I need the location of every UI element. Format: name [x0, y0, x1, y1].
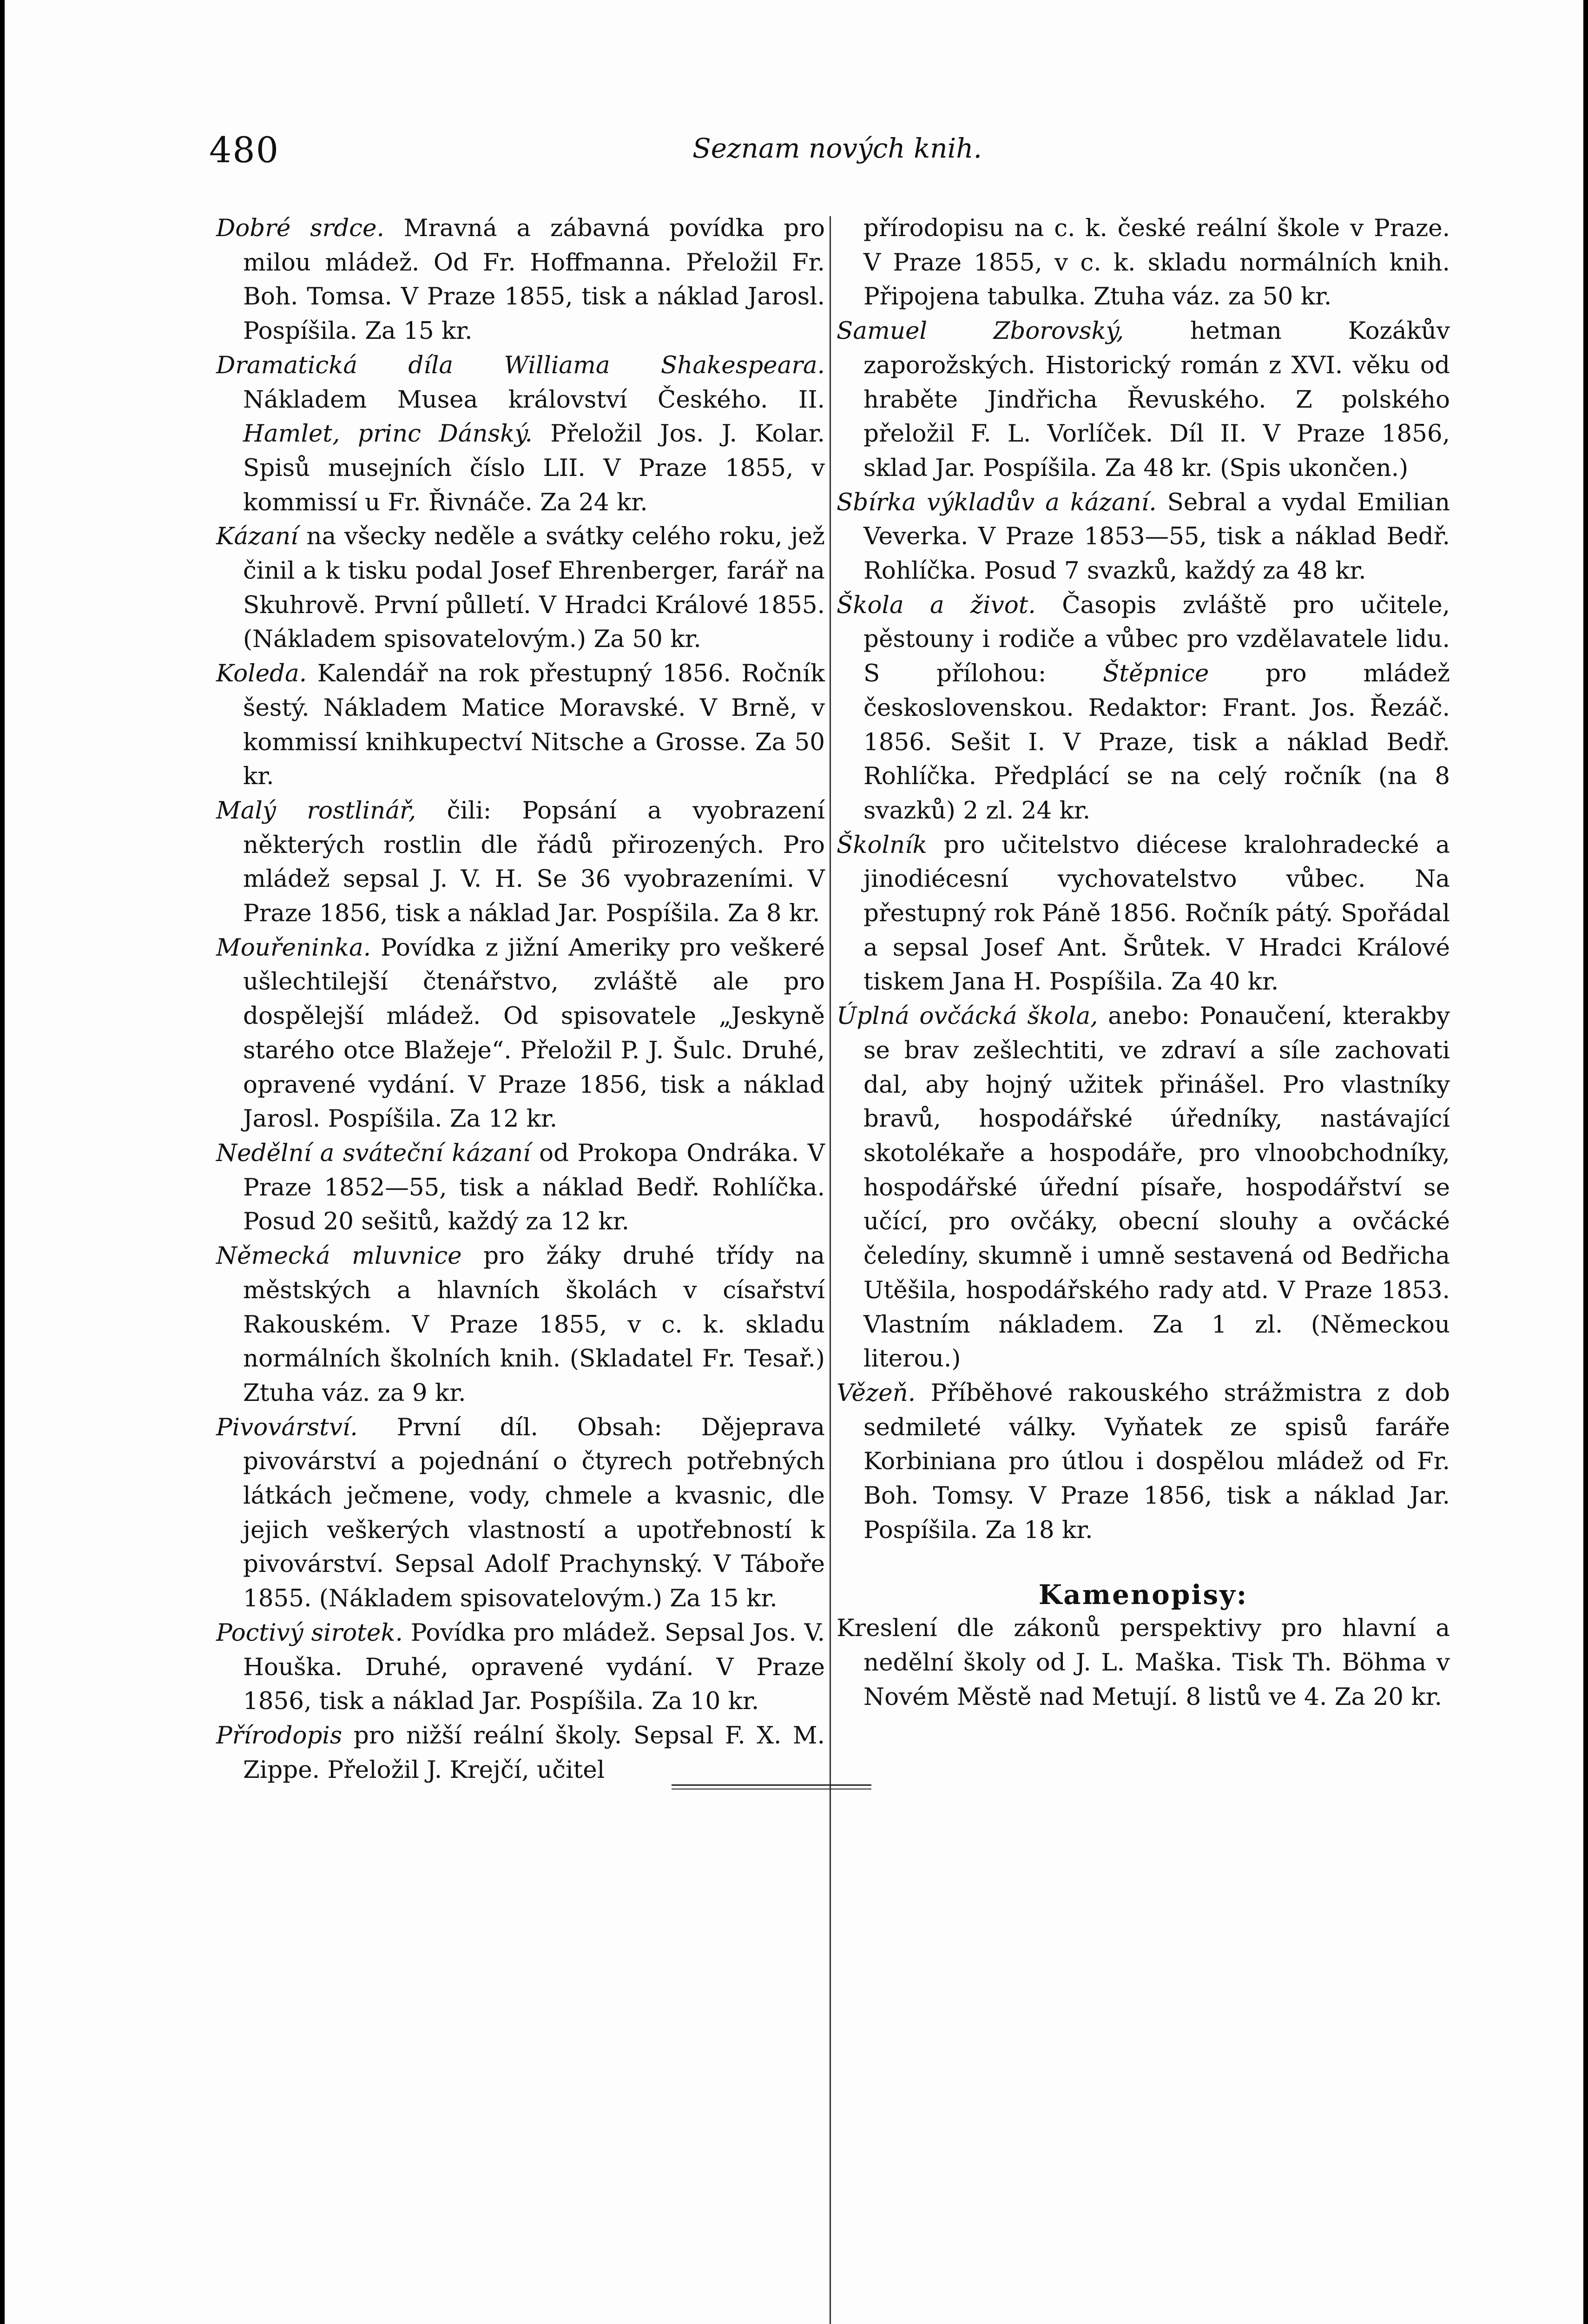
entry-title: Nedělní a sváteční kázaní	[216, 1139, 531, 1167]
book-entry	[837, 486, 1450, 588]
book-entry	[216, 211, 825, 349]
entry-body: Kreslení dle zákonů perspektivy pro hlavní a nedělní školy od J. L. Maška. Tisk Th. Böhma v Novém Městě nad Metují. 8 listů ve 4. Za 20 kr.	[837, 1614, 1450, 1711]
right-column	[837, 211, 1450, 1715]
book-entry	[837, 999, 1450, 1376]
entry-body: pro žáky druhé třídy na městských a hlavních školách v císařství Rakouském. V Praze 1855, v c. k. skladu normálních školních knih. (Skladatel Fr. Tesař.) Ztuha váz. za 9 kr.	[243, 1242, 825, 1407]
entry-body: pro mládež československou. Redaktor: Frant. Jos. Řezáč. 1856. Sešit I. V Praze, tisk a náklad Bedř. Rohlíčka. Předplácí se na celý ročník (na 8 svazků) 2 zl. 24 kr.	[863, 660, 1450, 825]
entry-body: přírodopisu na c. k. české reální škole v Praze. V Praze 1855, v c. k. skladu normálních knih. Připojena tabulka. Ztuha váz. za 50 kr.	[863, 214, 1450, 311]
book-entry	[837, 211, 1450, 314]
entry-title: Dramatická díla Williama Shakespeara.	[216, 351, 825, 379]
entry-title: Malý rostlinář,	[216, 796, 416, 825]
entry-title: Sbírka výkladův a kázaní.	[837, 488, 1157, 516]
entry-body: anebo: Ponaučení, kterakby se brav zešlechtiti, ve zdraví a síle zachovati dal, aby hojný užitek přinášel. Pro vlastníky bravů, hospodářské úředníky, nastávající skotolékaře a hospodáře, pro vlnoobchodníky, hospodářské úřední písaře, hospodářství se učící, pro ovčáky, obecní slouhy a ovčácké čeledíny, skumně i umně sestavená od Bedřicha Utěšila, hospodářského rady atd. V Praze 1853. Vlastním nákladem. Za 1 zl. (Německou literou.)	[863, 1002, 1450, 1373]
book-entry	[216, 1136, 825, 1239]
entry-body: Mravná a zábavná povídka pro milou mládež. Od Fr. Hoffmanna. Přeložil Fr. Boh. Tomsa. V Praze 1855, tisk a náklad Jarosl. Pospíšila. Za 15 kr.	[243, 214, 825, 345]
entry-body: na všecky neděle a svátky celého roku, jež činil a k tisku podal Josef Ehrenberger, farář na Skuhrově. První půlletí. V Hradci Králové 1855. (Nákladem spisovatelovým.) Za 50 kr.	[243, 522, 825, 654]
book-entry	[837, 314, 1450, 486]
entry-title: Škola a život.	[837, 591, 1036, 619]
entry-body: Kalendář na rok přestupný 1856. Ročník šestý. Nákladem Matice Moravské. V Brně, v kommissí knihkupectví Nitsche a Grosse. Za 50 kr.	[243, 660, 825, 791]
entry-body: od Prokopa Ondráka. V Praze 1852—55, tisk a náklad Bedř. Rohlíčka. Posud 20 sešitů, každý za 12 kr.	[243, 1139, 825, 1236]
left-column	[216, 211, 825, 1787]
book-entry	[837, 588, 1450, 828]
book-entry	[837, 1376, 1450, 1548]
book-entry	[837, 1611, 1450, 1714]
page-number: 480	[209, 129, 280, 171]
entry-body: Povídka z jižní Ameriky pro veškeré ušlechtilejší čtenářstvo, zvláště ale pro dospělejší mládež. Od spisovatele „Jeskyně starého otce Blažeje“. Přeložil P. J. Šulc. Druhé, opravené vydání. V Praze 1856, tisk a náklad Jarosl. Pospíšila. Za 12 kr.	[243, 933, 825, 1133]
entry-title: Kázaní	[216, 522, 298, 551]
book-entry	[216, 794, 825, 931]
book-page	[5, 0, 1583, 2324]
book-entry	[216, 931, 825, 1136]
entry-title: Koleda.	[216, 660, 307, 688]
running-title: Seznam nových knih.	[692, 132, 982, 164]
entry-body: První díl. Obsah: Dějeprava pivovárství a pojednání o čtyrech potřebných látkách ječmene, vody, chmele a kvasnic, dle jejich veškerých vlastností a upotřebností k pivovárství. Sepsal Adolf Prachynský. V Táboře 1855. (Nákladem spisovatelovým.) Za 15 kr.	[243, 1413, 825, 1613]
entry-body: Přeložil Jos. J. Kolar. Spisů musejních číslo LII. V Praze 1855, v kommissí u Fr. Řivnáče. Za 24 kr.	[243, 420, 825, 516]
entry-title: Poctivý sirotek.	[216, 1618, 403, 1647]
entry-title: Školník	[837, 831, 927, 859]
entry-title: Přírodopis	[216, 1721, 343, 1750]
entry-title: Úplná ovčácká škola,	[837, 1002, 1098, 1030]
entry-title: Štěpnice	[1102, 660, 1209, 688]
entry-title: Vězeň.	[837, 1379, 916, 1407]
entry-title: Samuel Zborovský,	[837, 317, 1124, 345]
book-entry	[216, 1616, 825, 1719]
entry-body: Příběhové rakouského strážmistra z dob sedmileté války. Vyňatek ze spisů faráře Korbiniana pro útlou i dospělou mládež od Fr. Boh. Tomsy. V Praze 1856, tisk a náklad Jar. Pospíšila. Za 18 kr.	[863, 1379, 1450, 1544]
entry-body: čili: Popsání a vyobrazení některých rostlin dle řádů přirozených. Pro mládež sepsal J. V. H. Se 36 vyobrazeními. V Praze 1856, tisk a náklad Jar. Pospíšila. Za 8 kr.	[243, 796, 825, 928]
book-entry	[216, 349, 825, 520]
entry-body: Nákladem Musea království Českého. II.	[243, 385, 825, 414]
entry-body: Časopis zvláště pro učitele, pěstouny i rodiče a vůbec pro vzdělavatele lidu. S přílohou:	[863, 591, 1450, 688]
book-entry	[216, 1411, 825, 1616]
column-divider	[830, 216, 831, 2324]
entry-title: Dobré srdce.	[216, 214, 384, 242]
entry-body: Sebral a vydal Emilian Veverka. V Praze 1853—55, tisk a náklad Bedř. Rohlíčka. Posud 7 svazků, každý za 48 kr.	[863, 488, 1450, 585]
book-entry	[216, 657, 825, 794]
section-heading: Kamenopisy:	[1038, 1579, 1248, 1611]
book-entry	[216, 1719, 825, 1787]
entry-title: Pivovárství.	[216, 1413, 358, 1441]
book-entry	[216, 520, 825, 657]
entry-title: Německá mluvnice	[216, 1242, 462, 1270]
closing-rule	[672, 1784, 871, 1789]
entry-body: Povídka pro mládež. Sepsal Jos. V. Houška. Druhé, opravené vydání. V Praze 1856, tisk a náklad Jar. Pospíšila. Za 10 kr.	[243, 1618, 825, 1716]
entry-body: hetman Kozákův zaporožských. Historický román z XVI. věku od hraběte Jindřicha Řevuského. Z polského přeložil F. L. Vorlíček. Díl II. V Praze 1856, sklad Jar. Pospíšila. Za 48 kr. (Spis ukončen.)	[863, 317, 1450, 482]
book-entry	[216, 1239, 825, 1411]
entry-body: pro učitelstvo diécese kralohradecké a jinodiécesní vychovatelstvo vůbec. Na přestupný rok Páně 1856. Ročník pátý. Spořádal a sepsal Josef Ant. Šrůtek. V Hradci Králové tiskem Jana H. Pospíšila. Za 40 kr.	[863, 831, 1450, 996]
entry-title: Mouřeninka.	[216, 933, 371, 962]
entry-body: pro nižší reální školy. Sepsal F. X. M. Zippe. Přeložil J. Krejčí, učitel	[243, 1721, 825, 1784]
book-entry	[837, 828, 1450, 1000]
entry-title: Hamlet, princ Dánský.	[243, 420, 533, 448]
